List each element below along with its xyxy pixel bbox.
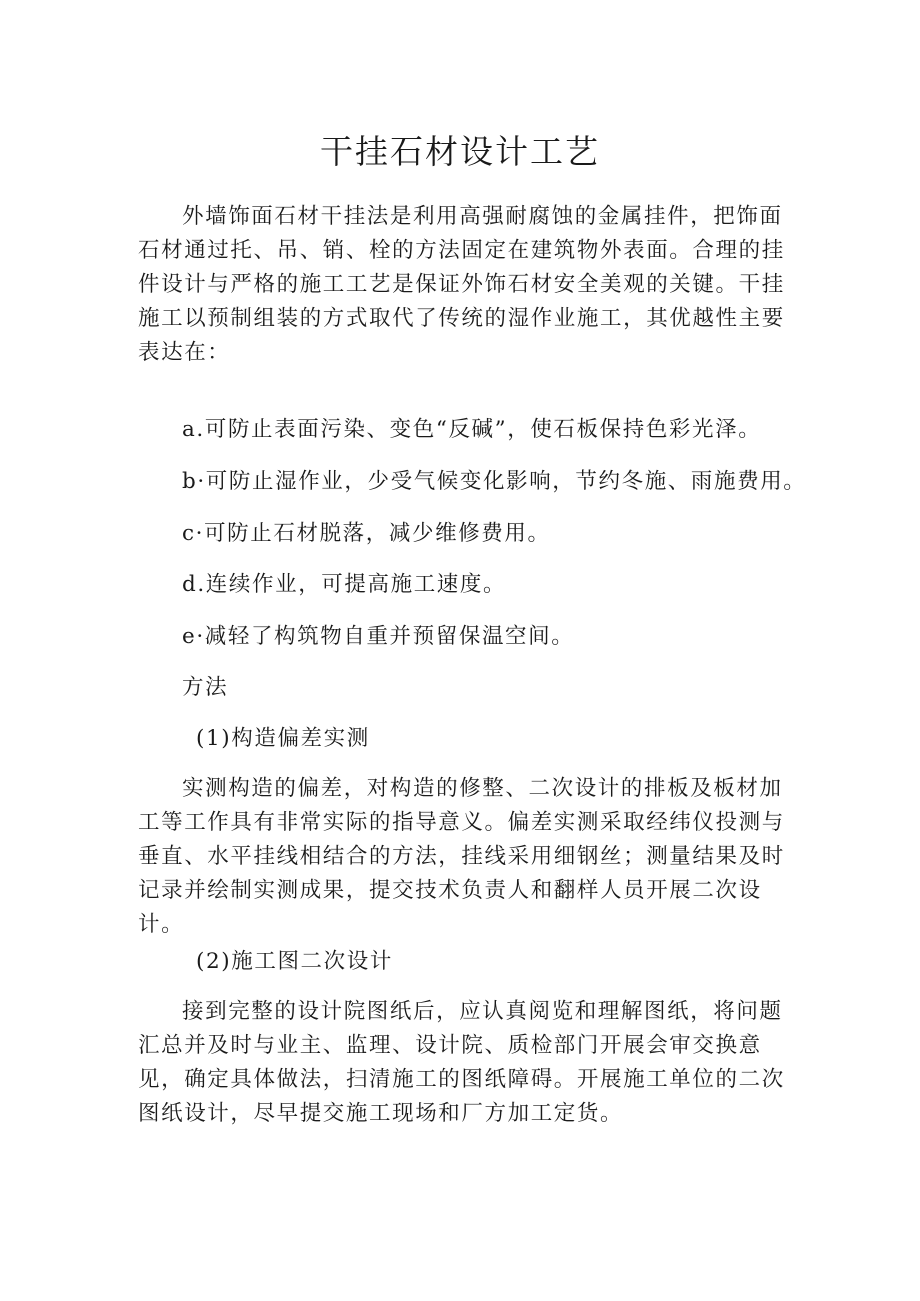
section-1-heading: (1)构造偏差实测 bbox=[196, 726, 370, 751]
section-2-heading: (2)施工图二次设计 bbox=[196, 949, 393, 974]
advantage-item-a: a.可防止表面污染、变色“反碱”，使石板保持色彩光泽。 bbox=[182, 417, 762, 442]
intro-paragraph: 外墙饰面石材干挂法是利用高强耐腐蚀的金属挂件，把饰面石材通过托、吊、销、栓的方法固定在建筑物外表面。合理的挂件设计与严格的施工工艺是保证外饰石材安全美观的关键。干挂施工以预制组装的方式取代了传统的湿作业施工，其优越性主要表达在： bbox=[138, 204, 785, 365]
section-1-paragraph: 实测构造的偏差，对构造的修整、二次设计的排板及板材加工等工作具有非常实际的指导意义。偏差实测采取经纬仪投测与垂直、水平挂线相结合的方法，挂线采用细钢丝；测量结果及时记录并绘制实测成果，提交技术负责人和翻样人员开展二次设计。 bbox=[138, 776, 785, 937]
advantage-item-e: e·减轻了构筑物自重并预留保温空间。 bbox=[182, 624, 575, 649]
document-title: 干挂石材设计工艺 bbox=[320, 132, 600, 171]
method-heading: 方法 bbox=[182, 675, 229, 700]
advantage-item-b: b·可防止湿作业，少受气候变化影响，节约冬施、雨施费用。 bbox=[182, 469, 807, 494]
advantage-item-d: d.连续作业，可提高施工速度。 bbox=[182, 572, 507, 597]
advantage-item-c: c·可防止石材脱落，减少维修费用。 bbox=[182, 521, 551, 546]
section-2-paragraph: 接到完整的设计院图纸后，应认真阅览和理解图纸，将问题汇总并及时与业主、监理、设计院、质检部门开展会审交换意见，确定具体做法，扫清施工的图纸障碍。开展施工单位的二次图纸设计，尽早提交施工现场和厂方加工定货。 bbox=[138, 999, 785, 1126]
